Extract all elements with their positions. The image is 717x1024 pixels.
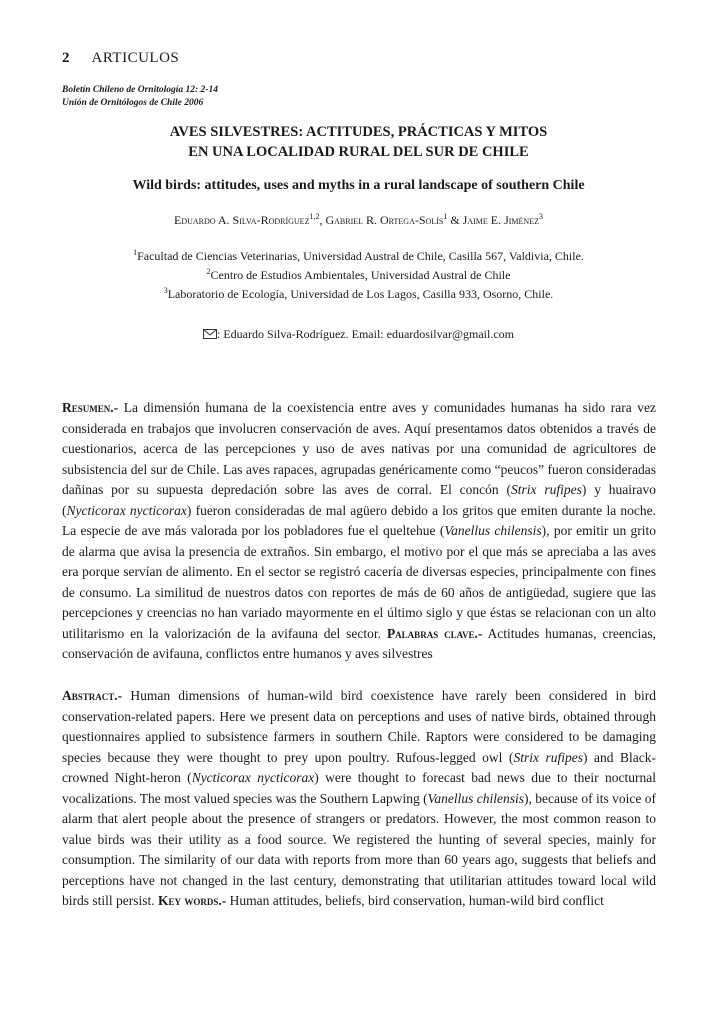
author-affil-mark: 3	[538, 212, 543, 221]
page-number: 2	[62, 50, 70, 66]
journal-publisher: Unión de Ornitólogos de Chile 2006	[62, 98, 204, 108]
journal-citation: Boletín Chileno de Ornitología 12: 2-14	[62, 85, 218, 95]
envelope-icon	[203, 329, 217, 339]
species-name: Vanellus chilensis	[427, 790, 525, 806]
author-name: Gabriel R. Ortega-Solís	[325, 213, 444, 227]
author-list	[62, 212, 655, 228]
section-name: ARTICULOS	[91, 50, 180, 66]
affiliation-text: Facultad de Ciencias Veterinarias, Universidad Austral de Chile, Casilla 567, Valdivia, Chile.	[137, 249, 584, 263]
affiliation-line	[62, 264, 655, 283]
species-name: Strix rufipes	[511, 482, 582, 497]
author-name: Jaime E. Jiménez	[462, 213, 539, 227]
author-separator: &	[447, 213, 463, 227]
affiliations	[62, 245, 655, 302]
abstract-text: Human dimensions of human-wild bird coexistence have rarely been considered in bird conservation-related papers. Here we present data on perceptions and uses of native birds, obtained through questionnaires applied to subsistence farmers in southern Chile. Raptors were considered to be damaging species because they were thought to prey upon poultry. Rufous-legged owl (	[62, 688, 656, 765]
resumen-text: ) y huairavo (	[62, 482, 657, 518]
author-affil-mark: 1,2	[309, 212, 320, 221]
corresponding-email-text[interactable]: : Eduardo Silva-Rodríguez. Email: eduardosilvar@gmail.com	[217, 327, 514, 341]
affiliation-mark: 2	[206, 267, 211, 276]
resumen-text: ), por emitir un grito de alarma que avisa la presencia de extraños. Sin embargo, el motivo por el que más se apreciaba a las aves era porque servían de alimento. En el sector se registró cacería de diversas especies, principalmente con fines de consumo. La similitud de nuestros datos con reportes de más de 60 años de antigüedad, sugiere que las percepciones y creencias no han variado mayormente en el último siglo y que éstas se relacionan con un alto utilitarismo en la valorización de la avifauna del sector.	[62, 523, 657, 641]
resumen-label: Resumen.-	[62, 400, 119, 415]
affiliation-line	[62, 245, 655, 264]
resumen-paragraph	[62, 398, 656, 665]
palabras-clave-label: Palabras clave.-	[386, 625, 483, 641]
journal-info	[62, 84, 218, 110]
title-line-2: EN UNA LOCALIDAD RURAL DEL SUR DE CHILE	[188, 144, 529, 160]
author-name: Eduardo A. Silva-Rodríguez	[174, 213, 310, 227]
abstract-text: ) were thought to forecast bad news due to their nocturnal vocalizations. The most valued species was the Southern Lapwing (	[62, 770, 656, 806]
author-affil-mark: 1	[443, 212, 448, 221]
species-name: Vanellus chilensis	[444, 523, 542, 538]
key-words-text: Human attitudes, beliefs, bird conservation, human-wild bird conflict	[226, 893, 604, 908]
affiliation-text: Laboratorio de Ecología, Universidad de Los Lagos, Casilla 933, Osorno, Chile.	[167, 287, 554, 301]
corresponding-author	[62, 327, 655, 342]
abstract-text: ) and Black-crowned Night-heron (	[62, 749, 656, 785]
key-words-label: Key words.-	[158, 893, 227, 908]
abstract-label: Abstract.-	[62, 688, 123, 703]
affiliation-text: Centro de Estudios Ambientales, Universidad Austral de Chile	[210, 268, 511, 282]
abstract-text: ), because of its voice of alarm that alert people about the presence of strangers or predators. However, the most common reason to value birds was their utility as a food source. We registered the hunting of several species, mainly for consumption. The similarity of our data with reports from more than 60 years ago, suggests that beliefs and perceptions have not changed in the last century, demonstrating that utilitarian attitudes toward local wild birds still persist.	[62, 790, 656, 908]
article-title	[62, 122, 655, 162]
affiliation-mark: 1	[133, 248, 138, 257]
resumen-text: ) fueron consideradas de mal agüero debido a los gritos que emiten durante la noche. La especie de ave más valorada por los pobladores fue el queltehue (	[62, 502, 656, 538]
resumen-text: La dimensión humana de la coexistencia entre aves y comunidades humanas ha sido rara vez considerada en trabajos que involucren conservación de aves. Aquí presentamos datos obtenidos a través de cuestionarios, acerca de las percepciones y uso de aves nativas por una comunidad de agricultores de subsistencia del sur de Chile. Las aves rapaces, agrupadas genéricamente como “peucos” fueron consideradas dañinas por su supuesta depredación sobre las aves de corral. El concón (	[62, 400, 656, 497]
english-title: Wild birds: attitudes, uses and myths in a rural landscape of southern Chile	[132, 178, 585, 193]
affiliation-mark: 3	[163, 286, 168, 295]
title-line-1: AVES SILVESTRES: ACTITUDES, PRÁCTICAS Y MITOS	[169, 124, 548, 140]
author-separator: ,	[319, 213, 326, 227]
abstract-paragraph	[62, 686, 656, 912]
running-head	[62, 50, 179, 67]
species-name: Strix rufipes	[513, 749, 583, 765]
species-name: Nycticorax nycticorax	[66, 502, 187, 518]
species-name: Nycticorax nycticorax	[191, 770, 315, 785]
palabras-clave-text: Actitudes humanas, creencias, conservación de avifauna, conflictos entre humanos y aves silvestres	[62, 625, 656, 661]
affiliation-line	[62, 283, 655, 302]
